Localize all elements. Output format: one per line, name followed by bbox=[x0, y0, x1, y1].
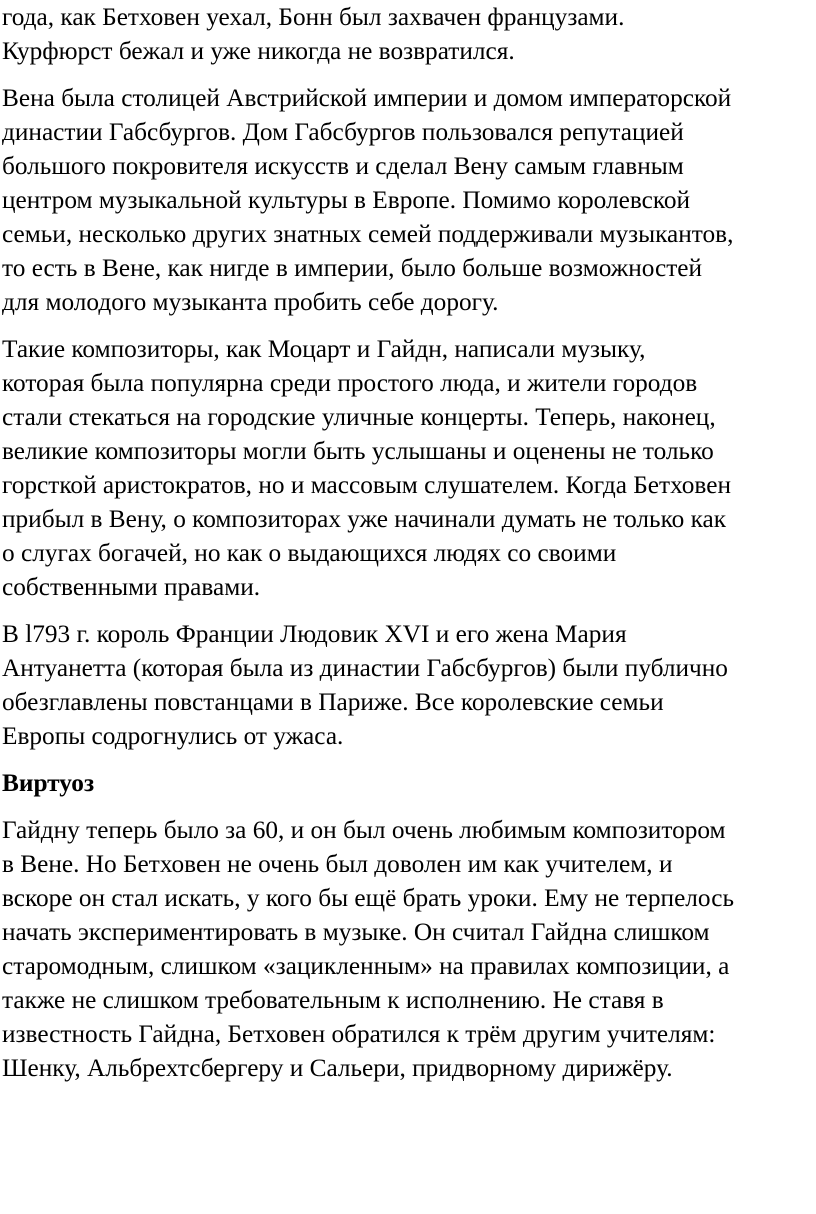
paragraph-haydn-teacher bbox=[2, 813, 814, 1085]
text-line: также не слишком требовательным к исполнению. Не ставя в bbox=[2, 986, 664, 1014]
text-line: стали стекаться на городские уличные концерты. Теперь, наконец, bbox=[2, 403, 716, 431]
text-line: вскоре он стал искать, у кого бы ещё брать уроки. Ему не терпелось bbox=[2, 884, 734, 912]
text-line: центром музыкальной культуры в Европе. Помимо королевской bbox=[2, 186, 691, 214]
text-line: Европы содрогнулись от ужаса. bbox=[2, 722, 344, 750]
text-line: обезглавлены повстанцами в Париже. Все королевские семьи bbox=[2, 688, 664, 716]
text-line: старомодным, слишком «зацикленным» на правилах композиции, а bbox=[2, 952, 730, 980]
text-line: В l793 г. король Франции Людовик XVI и его жена Мария bbox=[2, 620, 627, 648]
text-line: то есть в Вене, как нигде в империи, было больше возможностей bbox=[2, 254, 703, 282]
text-line: семьи, несколько других знатных семей поддерживали музыкантов, bbox=[2, 220, 734, 248]
text-line: Шенку, Альбрехтсбергеру и Сальери, придворному дирижёру. bbox=[2, 1054, 673, 1082]
text-line: Вена была столицей Австрийской империи и домом императорской bbox=[2, 84, 732, 112]
paragraph-bonn-captured bbox=[2, 0, 814, 68]
text-line: великие композиторы могли быть услышаны и оценены не только bbox=[2, 437, 714, 465]
text-line: большого покровителя искусств и сделал Вену самым главным bbox=[2, 152, 684, 180]
text-line: для молодого музыканта пробить себе дорогу. bbox=[2, 288, 499, 316]
text-line: горсткой аристократов, но и массовым слушателем. Когда Бетховен bbox=[2, 471, 731, 499]
text-line: Гайдну теперь было за 60, и он был очень любимым композитором bbox=[2, 816, 726, 844]
text-line: в Вене. Но Бетховен не очень был доволен им как учителем, и bbox=[2, 850, 673, 878]
paragraph-composers-popular bbox=[2, 332, 814, 604]
paragraph-vienna-capital bbox=[2, 81, 814, 319]
text-line: собственными правами. bbox=[2, 573, 261, 601]
text-line: года, как Бетховен уехал, Бонн был захвачен французами. bbox=[2, 3, 625, 31]
text-line: начать экспериментировать в музыке. Он считал Гайдна слишком bbox=[2, 918, 710, 946]
document-page bbox=[2, 0, 814, 1085]
text-line: Курфюрст бежал и уже никогда не возвратился. bbox=[2, 37, 515, 65]
text-line: о слугах богачей, но как о выдающихся людях со своими bbox=[2, 539, 617, 567]
text-line: Такие композиторы, как Моцарт и Гайдн, написали музыку, bbox=[2, 335, 646, 363]
text-line: династии Габсбургов. Дом Габсбургов пользовался репутацией bbox=[2, 118, 684, 146]
paragraph-louis-xvi bbox=[2, 617, 814, 753]
text-line: прибыл в Вену, о композиторах уже начинали думать не только как bbox=[2, 505, 726, 533]
text-line: известность Гайдна, Бетховен обратился к трём другим учителям: bbox=[2, 1020, 716, 1048]
section-heading bbox=[2, 766, 814, 800]
text-line: которая была популярна среди простого люда, и жители городов bbox=[2, 369, 698, 397]
section-heading-text: Виртуоз bbox=[2, 769, 95, 797]
text-line: Антуанетта (которая была из династии Габсбургов) были публично bbox=[2, 654, 728, 682]
